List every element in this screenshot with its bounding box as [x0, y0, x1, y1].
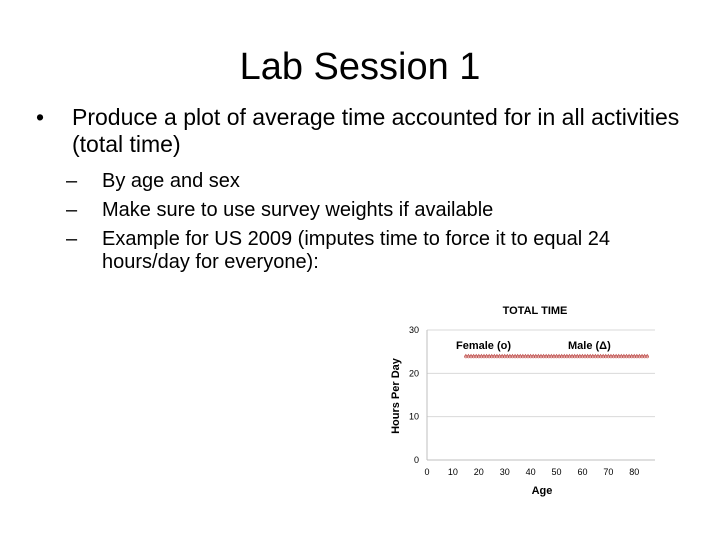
- y-tick-label: 20: [408, 368, 419, 379]
- y-tick-label: 10: [408, 411, 419, 422]
- sub-bullet-marker: –: [66, 170, 78, 192]
- x-tick-label: 40: [525, 467, 536, 477]
- x-tick-label: 50: [551, 467, 562, 477]
- x-tick-label: 70: [603, 467, 614, 477]
- bullet-text: Produce a plot of average time accounted for in all activities (total time): [72, 104, 680, 157]
- chart-title: TOTAL TIME: [502, 305, 568, 317]
- x-tick-label: 10: [447, 467, 458, 477]
- sub-bullet-text: Example for US 2009 (imputes time to force it to equal 24 hours/day for everyone):: [102, 228, 611, 273]
- x-tick-label: 80: [629, 467, 640, 477]
- sub-bullet-item: [66, 170, 696, 193]
- bullet-item: [36, 104, 696, 158]
- sub-bullet-marker: –: [66, 199, 78, 221]
- sub-bullet-item: [66, 228, 696, 274]
- x-tick-label: 20: [473, 467, 484, 477]
- y-tick-label: 30: [408, 325, 419, 335]
- sub-bullet-list: [66, 170, 696, 274]
- slide-title: Lab Session 1: [239, 46, 481, 88]
- bullet-list: [36, 104, 696, 280]
- total-time-chart: [380, 296, 670, 506]
- sub-bullet-text: By age and sex: [102, 170, 240, 192]
- bullet-marker: •: [36, 104, 45, 130]
- x-tick-label: 30: [499, 467, 510, 477]
- x-tick-label: 60: [577, 467, 588, 477]
- y-tick-label: 0: [413, 455, 419, 465]
- sub-bullet-text: Make sure to use survey weights if available: [102, 199, 494, 221]
- x-tick-label: 0: [424, 467, 430, 477]
- y-axis-label: Hours Per Day: [390, 358, 402, 434]
- legend-female: Female (o): [456, 340, 512, 352]
- chart-marks: [465, 354, 649, 358]
- x-axis-label: Age: [531, 485, 553, 497]
- sub-bullet-item: [66, 199, 696, 222]
- sub-bullet-marker: –: [66, 228, 78, 250]
- legend-male: Male (Δ): [568, 340, 611, 352]
